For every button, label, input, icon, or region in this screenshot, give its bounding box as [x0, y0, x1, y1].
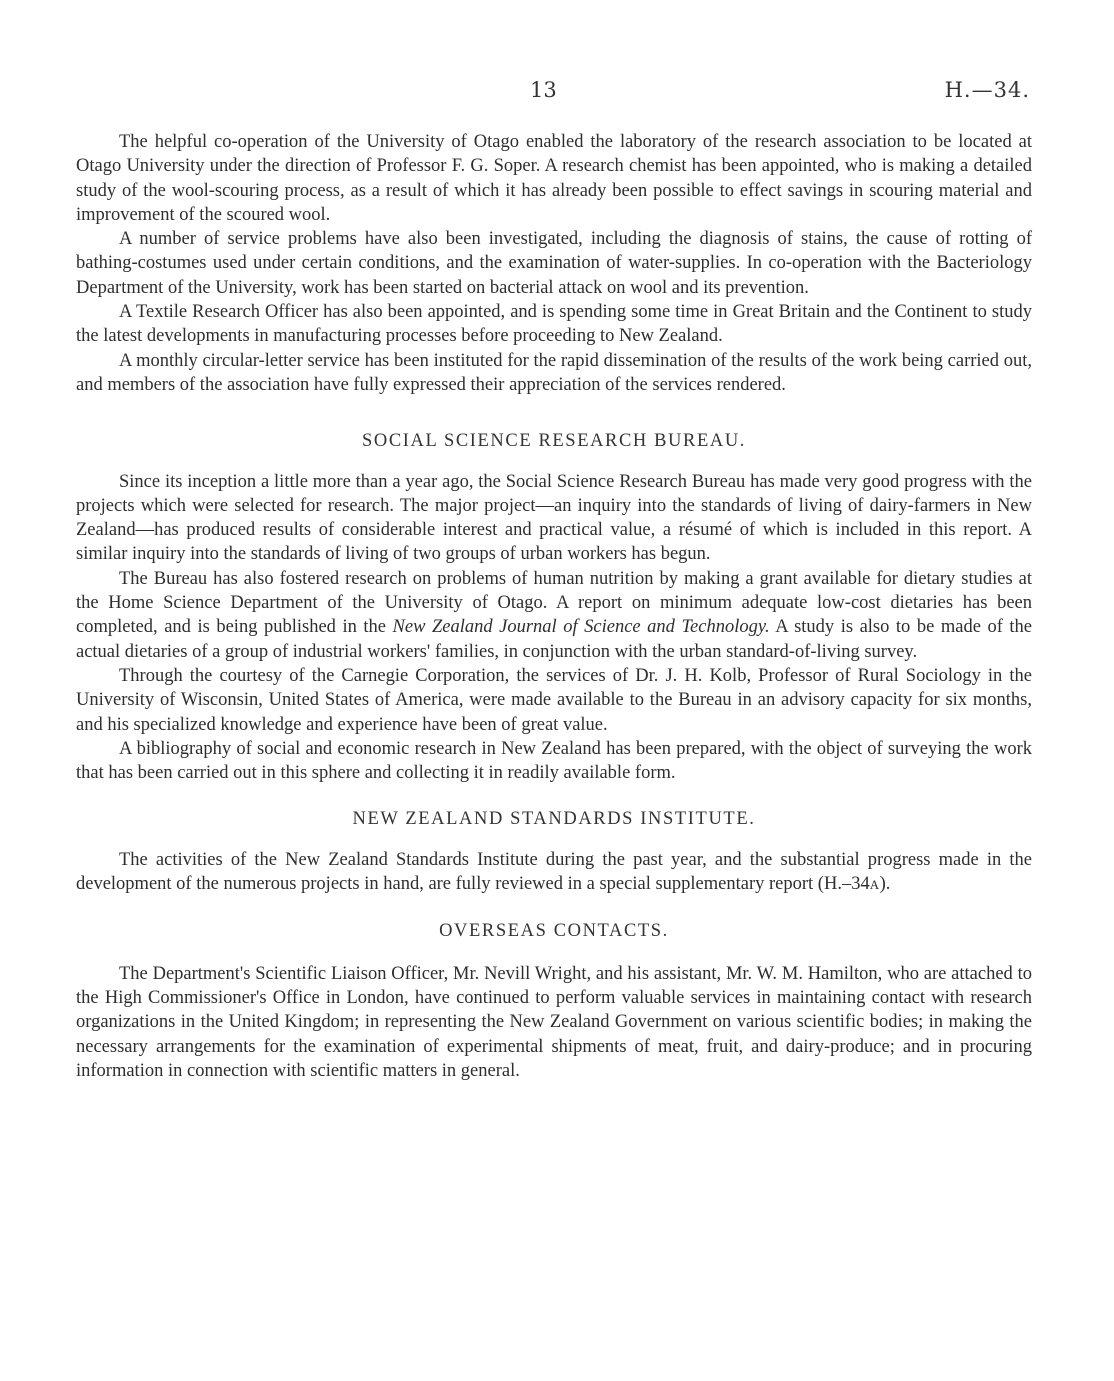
page-body: [76, 130, 1032, 1083]
standards-section: [76, 848, 1032, 898]
paragraph: The helpful co-operation of the University of Otago enabled the laboratory of the research association to be located at Otago University under the direction of Professor F. G. Soper. A research chemist has been appointed, who is making a detailed study of the wool-scouring process, as a result of which it has already been possible to effect savings in scouring material and improvement of the scoured wool.: [76, 132, 1032, 225]
paragraph: A Textile Research Officer has also been appointed, and is spending some time in Great Britain and the Continent to study the latest developments in manufacturing processes before proceeding to New Zealand.: [76, 302, 1032, 347]
page-number: 13: [530, 78, 557, 102]
paragraph: Since its inception a little more than a year ago, the Social Science Research Bureau has made very good progress with the projects which were selected for research. The major project—an inquiry into the standards of living of dairy-farmers in New Zealand—has produced results of considerable interest and practical value, a résumé of which is included in this report. A similar inquiry into the standards of living of two groups of urban workers has begun.: [76, 471, 1032, 565]
paragraph-text: The Bureau has also fostered research on problems of human nutrition by making a grant available for dietary studies at the Home Science Department of the University of Otago. A report on minimum adequate low-cost dietaries has been completed, and is being published in the: [76, 568, 1032, 638]
journal-title: New Zealand Journal of Science and Technology.: [392, 617, 770, 638]
paragraph: A bibliography of social and economic research in New Zealand has been prepared, with the object of surveying the work that has been carried out in this sphere and collecting it in readily available form.: [76, 738, 1032, 784]
paragraph: A monthly circular-letter service has been instituted for the rapid dissemination of the results of the work being carried out, and members of the association have fully expressed their appreciation of the services rendered.: [76, 350, 1032, 395]
overseas-section: [76, 962, 1032, 1083]
paragraph: [76, 848, 1032, 898]
paragraph: The Department's Scientific Liaison Officer, Mr. Nevill Wright, and his assistant, Mr. W. M. Hamilton, who are attached to the High Commissioner's Office in London, have continued to perform valuable services in maintaining contact with research organizations in the United Kingdom; in representing the New Zealand Government on various scientific bodies; in making the necessary arrangements for the examination of experimental shipments of meat, fruit, and dairy-produce; and in procuring information in connection with scientific matters in general.: [76, 963, 1032, 1081]
social-science-section: [76, 470, 1032, 786]
paragraph-text: ).: [879, 874, 891, 895]
section-heading-social-science: SOCIAL SCIENCE RESEARCH BUREAU.: [362, 431, 746, 452]
paragraph-text: The activities of the New Zealand Standards Institute during the past year, and the substantial progress made in the development of the numerous projects in hand, are fully reviewed in a special supplementary report (H.–34: [76, 849, 1032, 895]
paragraph-text: A study is also to be made of the actual dietaries of a group of industrial workers' families, in conjunction with the urban standard-of-living survey.: [76, 617, 1032, 662]
document-reference: H.—34.: [944, 78, 1030, 102]
section-heading-overseas: OVERSEAS CONTACTS.: [439, 921, 669, 942]
page-header: [0, 78, 1114, 108]
paragraph: Through the courtesy of the Carnegie Corporation, the services of Dr. J. H. Kolb, Professor of Rural Sociology in the University of Wisconsin, United States of America, were made available to the Bureau in an advisory capacity for six months, and his specialized knowledge and experience have been of great value.: [76, 665, 1032, 735]
wool-research-section: [76, 130, 1032, 397]
paragraph: A number of service problems have also been investigated, including the diagnosis of stains, the cause of rotting of bathing-costumes used under certain conditions, and the examination of water-supplies. In co-operation with the Bacteriology Department of the University, work has been started on bacterial attack on wool and its prevention.: [76, 229, 1032, 298]
paragraph: [76, 567, 1032, 664]
report-suffix: A: [869, 877, 880, 893]
section-heading-standards: NEW ZEALAND STANDARDS INSTITUTE.: [352, 809, 756, 830]
